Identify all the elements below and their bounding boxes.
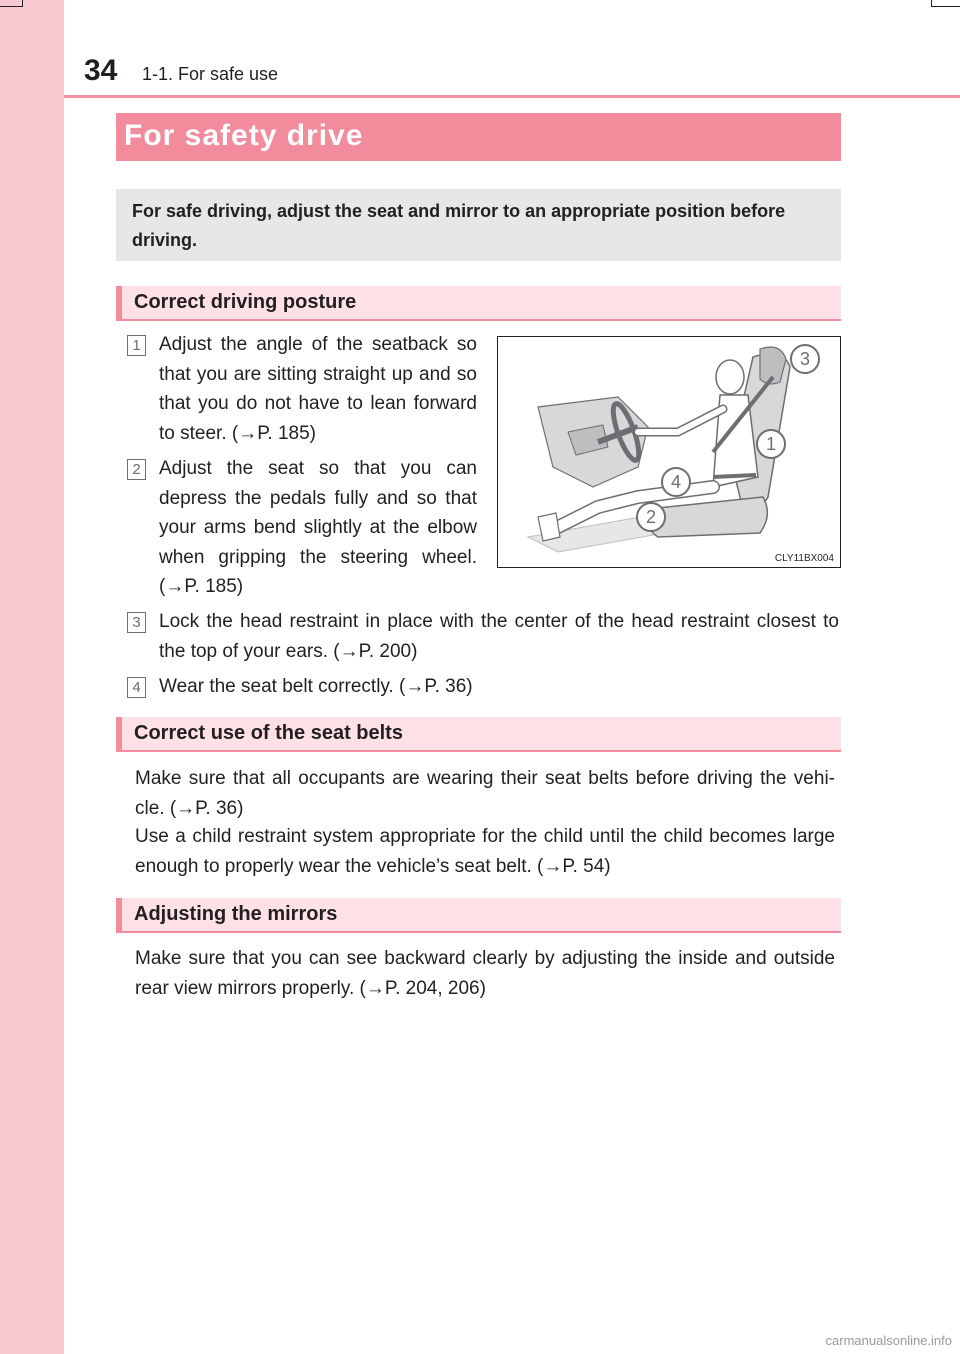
item-number-4: 4 xyxy=(127,677,146,698)
page-sidebar xyxy=(0,0,64,1354)
crop-mark-top-right xyxy=(931,0,960,7)
intro-box xyxy=(116,189,841,261)
driver-seat-drawing xyxy=(498,337,841,568)
page-number: 34 xyxy=(84,54,118,87)
driving-posture-illustration xyxy=(497,336,841,568)
seatbelts-paragraph-2: Use a child restraint system appropriate for the child until the child becomes large enough to properly wear the vehicle’s seat belt. (→P. 54) xyxy=(135,826,835,877)
subhead-posture-label: Correct driving posture xyxy=(134,291,357,313)
subhead-seatbelts xyxy=(116,717,841,752)
item-number-2: 2 xyxy=(127,459,146,480)
mirrors-paragraph: Make sure that you can see backward clearly by adjusting the inside and outside rear view mirrors properly. (→P. 204, 206) xyxy=(135,948,835,999)
figure-callout-2: 2 xyxy=(636,502,666,532)
section-label: 1-1. For safe use xyxy=(142,64,279,84)
item-number-3: 3 xyxy=(127,612,146,633)
item-number-1: 1 xyxy=(127,335,146,356)
posture-item-2: Adjust the seat so that you can depress the pedals fully and so that your arms bend slightly at the elbow when gripping the steering wheel. (→P. 185) xyxy=(159,458,477,597)
figure-code: CLY11BX004 xyxy=(774,553,834,564)
subhead-mirrors xyxy=(116,898,841,933)
intro-text: For safe driving, adjust the seat and mirror to an appropriate position before driving. xyxy=(132,201,786,250)
figure-callout-3: 3 xyxy=(790,344,820,374)
posture-item-4: Wear the seat belt correctly. (→P. 36) xyxy=(159,676,473,697)
subhead-posture xyxy=(116,286,841,321)
figure-callout-1: 1 xyxy=(756,429,786,459)
watermark: carmanualsonline.info xyxy=(825,1333,952,1348)
seatbelts-paragraph-1: Make sure that all occupants are wearing their seat belts before driving the vehi-cle. (→P. 36) xyxy=(135,768,835,819)
posture-item-1: Adjust the angle of the seatback so that you are sitting straight up and so that you do not have to lean forward to steer. (→P. 185) xyxy=(159,334,477,444)
crop-mark-top-left xyxy=(0,0,23,7)
subhead-mirrors-label: Adjusting the mirrors xyxy=(134,903,338,925)
posture-item-3: Lock the head restraint in place with the center of the head restraint closest to the top of your ears. (→P. 200) xyxy=(159,611,839,662)
header-rule xyxy=(64,95,960,98)
page-title: For safety drive xyxy=(124,119,364,152)
subhead-seatbelts-label: Correct use of the seat belts xyxy=(134,722,403,744)
title-bar xyxy=(116,113,841,161)
figure-callout-4: 4 xyxy=(661,467,691,497)
